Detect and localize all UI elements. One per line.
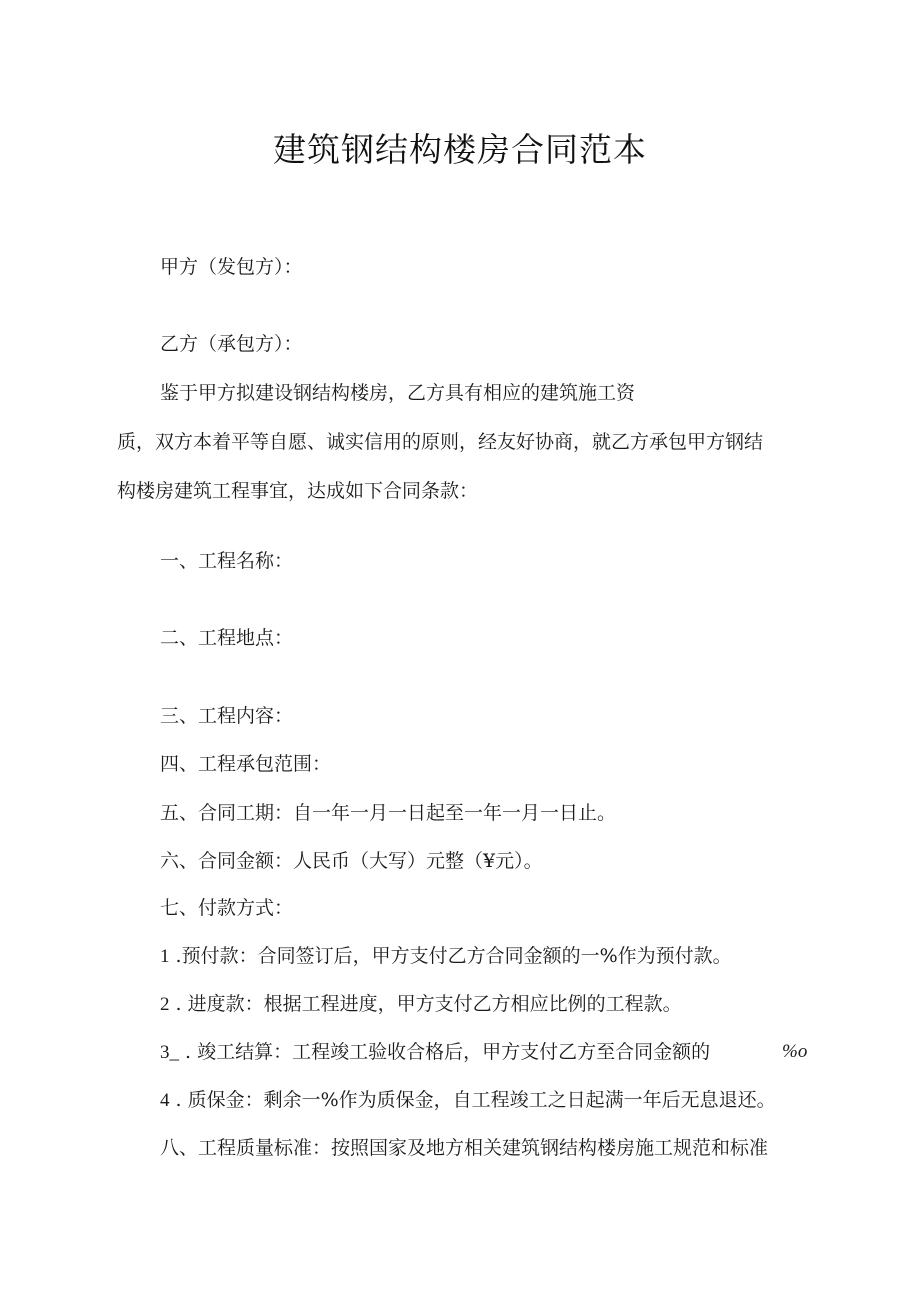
clause-contract-scope: 四、工程承包范围： (160, 753, 332, 775)
payment-item-retention (160, 1088, 776, 1113)
party-b-line: 乙方（承包方）： (160, 333, 303, 355)
payment-item-text: . 竣工结算：工程竣工验收合格后，甲方支付乙方至合同金额的 (185, 1041, 711, 1063)
payment-item-number: 2 (160, 994, 170, 1015)
payment-item-text: . 质保金：剩余一%作为质保金，自工程竣工之日起满一年后无息退还。 (175, 1089, 776, 1111)
preamble-line-1: 鉴于甲方拟建设钢结构楼房，乙方具有相应的建筑施工资 (160, 382, 636, 404)
payment-item-text: .预付款：合同签订后，甲方支付乙方合同金额的一%作为预付款。 (175, 945, 732, 967)
clause-contract-period: 五、合同工期：自一年一月一日起至一年一月一日止。 (160, 802, 617, 824)
clause-project-location: 二、工程地点： (160, 627, 294, 649)
clause-quality-standard: 八、工程质量标准：按照国家及地方相关建筑钢结构楼房施工规范和标准 (160, 1137, 769, 1159)
clause-project-name: 一、工程名称： (160, 550, 294, 572)
clause-project-content: 三、工程内容： (160, 705, 294, 727)
payment-item-number: 3_ (160, 1042, 179, 1063)
payment-item-suffix: %o (782, 1041, 808, 1062)
preamble-line-3: 构楼房建筑工程事宜，达成如下合同条款： (117, 480, 479, 502)
clause-contract-amount: 六、合同金额：人民币（大写）元整（¥元）。 (160, 850, 543, 872)
payment-item-number: 1 (160, 946, 170, 967)
payment-item-settlement (160, 1040, 710, 1065)
payment-item-text: . 进度款：根据工程进度，甲方支付乙方相应比例的工程款。 (175, 993, 682, 1015)
payment-item-number: 4 (160, 1090, 170, 1111)
party-a-line: 甲方（发包方）： (160, 256, 303, 278)
preamble-line-2: 质，双方本着平等自愿、诚实信用的原则，经友好协商，就乙方承包甲方钢结 (117, 431, 764, 453)
payment-item-advance (160, 944, 732, 969)
payment-item-progress (160, 992, 682, 1017)
clause-payment-method: 七、付款方式： (160, 897, 294, 919)
page-title: 建筑钢结构楼房合同范本 (273, 130, 647, 169)
